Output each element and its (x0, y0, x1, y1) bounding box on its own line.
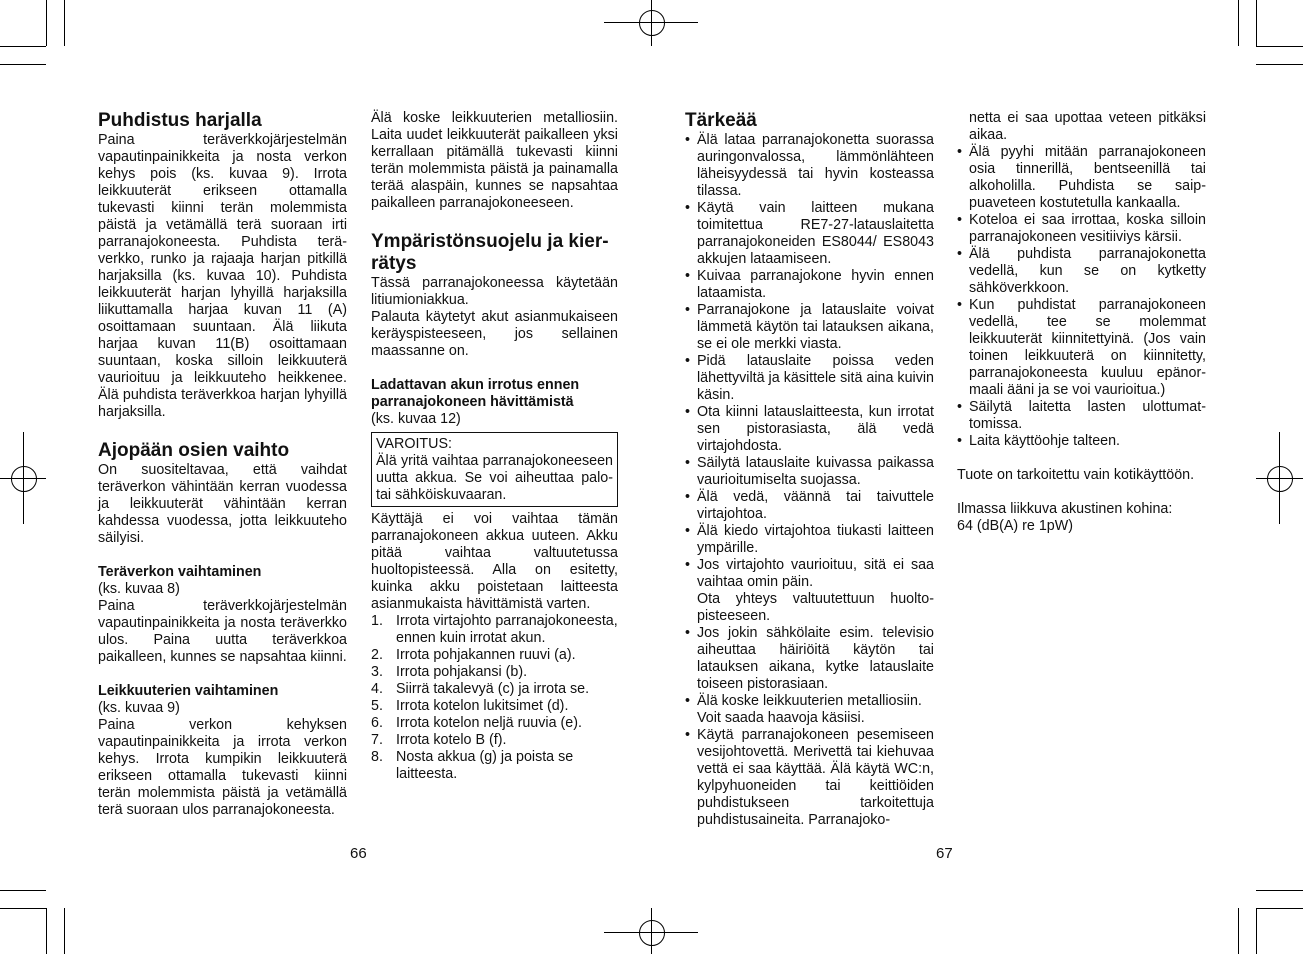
paragraph-ymparisto-2: Palauta käytetyt akut asianmukaiseen keräyspisteeseen, jos sellainen maassanne on. (371, 309, 618, 359)
column-3 (685, 110, 934, 829)
ref-teraverkon: (ks. kuvaa 8) (98, 581, 180, 597)
paragraph-leikkuuterien: Paina verkon kehyksen vapautinpainikkeita ja irrota verkon kehys. Irrota kumpikin leikkuuterä erikseen ottamalla tukevasti kiinni terän molemmista päistä ja vetämällä terä suoraan ulos parranajokoneesta. (98, 717, 347, 818)
column-2 (371, 110, 618, 783)
warning-text: Älä yritä vaihtaa parranajokoneeseen uutta akkua. Se voi aiheuttaa palo- tai sähköiskuvaaran. (376, 453, 613, 503)
paragraph-teraverkon: Paina teräverkkojärjestelmän vapautinpainikkeita ja nosta teräverkko ulos. Paina uutta teräverkkoa paikalleen, kunnes se napsahtaa kiinni. (98, 598, 347, 665)
step-number: 1. (371, 613, 383, 629)
paragraph-melu-1: Ilmassa liikkuva akustinen kohina: (957, 501, 1173, 517)
step-number: 2. (371, 647, 383, 663)
list-item: • Käytä vain laitteen mukana toimitettua RE7-27-latauslaitetta parranajokoneiden ES8044/ ES8043 akkujen lataamiseen. (685, 200, 934, 268)
step-number: 3. (371, 664, 383, 680)
list-item: • Käytä parranajokoneen pesemiseen vesijohtovettä. Merivettä tai kiehuvaa vettä ei saa käyttää. Älä käytä WC:n, kylpyhuoneiden tai keittiöiden puhdistukseen tarkoitettuja puhdistusaineita. Parranajoko- (685, 727, 934, 829)
list-item: • Säilytä laitetta lasten ulottumattomissa. (957, 399, 1206, 433)
column-1 (98, 110, 347, 819)
list-item-note: Ota yhteys valtuutettuun huoltopisteeseen. (697, 591, 934, 624)
step-text: Irrota virtajohto parranajokoneesta, ennen kuin irrotat akun. (396, 613, 618, 646)
step-number: 6. (371, 715, 383, 731)
list-item: • Ota kiinni latauslaitteesta, kun irrotat sen pistorasiasta, älä vedä virtajohdosta. (685, 404, 934, 455)
paragraph-kayttaja: Käyttäjä ei voi vaihtaa tämän parranajokoneen akkua uuteen. Akku pitää vaihtaa valtuutetussa huoltopisteessä. Alla on esitetty, kuinka akku poistetaan laitteesta asianmukaista hävittämistä varten. (371, 511, 618, 612)
step-text: Irrota kotelon neljä ruuvia (e). (396, 715, 582, 731)
list-item: • Kuivaa parranajokone hyvin ennen lataamista. (685, 268, 934, 302)
list-item (371, 715, 618, 732)
heading-ymparisto: Ympäristönsuojelu ja kierrätys (371, 231, 609, 274)
list-item: • Jos jokin sähkölaite esim. televisio aiheuttaa häiriöitä käytön tai latauksen aikana, kytke latauslaite toiseen pistorasiaan. (685, 625, 934, 693)
step-number: 5. (371, 698, 383, 714)
heading-leikkuuterien: Leikkuuterien vaihtaminen (98, 683, 279, 699)
step-text: Nosta akkua (g) ja poista se laitteesta. (396, 749, 574, 782)
list-item (371, 749, 618, 783)
important-list-continued (957, 144, 1206, 450)
list-item (371, 664, 618, 681)
list-item: • Älä pyyhi mitään parranajokoneen osia tinnerillä, bentseenillä tai alkoholilla. Puhdista se saippuaveteen kostutetulla kankaalla. (957, 144, 1206, 212)
list-item-text: Älä koske leikkuuterien metalliosiin. (697, 693, 922, 709)
page-number-left: 66 (350, 845, 367, 862)
ref-ladattavan: (ks. kuvaa 12) (371, 411, 461, 427)
steps-list (371, 613, 618, 783)
step-text: Siirrä takalevyä (c) ja irrota se. (396, 681, 590, 697)
warning-box (371, 432, 618, 507)
paragraph-tuote: Tuote on tarkoitettu vain kotikäyttöön. (957, 467, 1195, 483)
heading-teraverkon: Teräverkon vaihtaminen (98, 564, 262, 580)
important-list (685, 132, 934, 829)
list-item (685, 557, 934, 625)
step-number: 4. (371, 681, 383, 697)
list-item: • Älä lataa parranajokonetta suorassa auringonvalossa, lämmönlähteen läheisyydessä tai hyvin kosteassa tilassa. (685, 132, 934, 200)
list-item: • Älä kiedo virtajohtoa tiukasti laitteen ympärille. (685, 523, 934, 557)
paragraph-intro: Älä koske leikkuuterien metalliosiin. Laita uudet leikkuuterät paikalleen yksi kerrallaan pitämällä tukevasti kiinni terän molemmista päistä ja painamalla terää alaspäin, kunnes se napsahtaa paikalleen parranajokoneeseen. (371, 110, 618, 211)
list-item: • Kun puhdistat parranajokoneen vedellä, tee se molemmat leikkuuterät kiinnitettyinä. (Jos vain toinen leikkuuterä on kiinnitetty, parranajokoneesta kuuluu epänormaali ääni ja se voi vaurioitua.) (957, 297, 1206, 399)
paragraph-continued: netta ei saa upottaa veteen pitkäksi aikaa. (969, 110, 1206, 143)
step-text: Irrota pohjakannen ruuvi (a). (396, 647, 576, 663)
list-item: • Älä vedä, väännä tai taivuttele virtajohtoa. (685, 489, 934, 523)
heading-tarkeaa: Tärkeää (685, 110, 757, 131)
list-item (685, 693, 934, 727)
list-item-note: Voit saada haavoja käsiisi. (697, 710, 865, 726)
list-item (371, 647, 618, 664)
list-item: • Säilytä latauslaite kuivassa paikassa vaurioitumiselta suojassa. (685, 455, 934, 489)
heading-puhdistus: Puhdistus harjalla (98, 110, 262, 131)
list-item: • Parranajokone ja latauslaite voivat lämmetä käytön tai latauksen aikana, se ei ole merkki viasta. (685, 302, 934, 353)
warning-title: VAROITUS: (376, 436, 452, 452)
list-item: • Laita käyttöohje talteen. (957, 433, 1206, 450)
step-text: Irrota pohjakansi (b). (396, 664, 528, 680)
column-4 (957, 110, 1206, 535)
paragraph-ajopaan: On suositeltavaa, että vaihdat teräverkon vähintään kerran vuodessa ja leikkuuterät vähintään kerran kahdessa vuodessa, jotta leikkuuteho säilyisi. (98, 462, 347, 546)
list-item: • Koteloa ei saa irrottaa, koska silloin parranajokoneen vesitiiviys kärsii. (957, 212, 1206, 246)
step-text: Irrota kotelon lukitsimet (d). (396, 698, 569, 714)
list-item (371, 681, 618, 698)
paragraph-melu-2: 64 (dB(A) re 1pW) (957, 518, 1073, 534)
list-item: • Älä puhdista parranajokonetta vedellä, kun se on kytketty sähköverkkoon. (957, 246, 1206, 297)
list-item (371, 732, 618, 749)
step-text: Irrota kotelo B (f). (396, 732, 507, 748)
page-number-right: 67 (936, 845, 953, 862)
step-number: 7. (371, 732, 383, 748)
list-item: • Pidä latauslaite poissa veden lähettyviltä ja käsittele sitä aina kuivin käsin. (685, 353, 934, 404)
ref-leikkuuterien: (ks. kuvaa 9) (98, 700, 180, 716)
list-item (371, 698, 618, 715)
list-item-text: Jos virtajohto vaurioituu, sitä ei saa vaihtaa omin päin. (697, 557, 934, 590)
heading-ladattavan: Ladattavan akun irrotus ennen parranajokoneen hävittämistä (371, 377, 580, 410)
step-number: 8. (371, 749, 383, 765)
paragraph-ymparisto-1: Tässä parranajokoneessa käytetään litiumioniakkua. (371, 275, 618, 308)
heading-ajopaan: Ajopään osien vaihto (98, 440, 290, 461)
list-item (371, 613, 618, 647)
paragraph-puhdistus: Paina teräverkkojärjestelmän vapautinpainikkeita ja nosta verkon kehys pois (ks. kuvaa 9). Irrota leikkuuterät erikseen ottamalla tukevasti kiinni terän molemmista päistä ja vetämällä terä suoraan irti parranajokoneesta. Puhdista teräverkko, runko ja rajaaja harjan pitkillä harjaksilla (ks. kuvaa 10). Puhdista leikkuuterät harjan lyhyillä harjaksilla liikuttamalla harjaa kuvan 11 (A) osoittamaan suuntaan. Älä liikuta harjaa kuvan 11(B) osoittamaan suuntaan, koska silloin leikkuuterä vaurioituu ja leikkuuteho heikkenee. Älä puhdista teräverkkoa harjan lyhyillä harjaksilla. (98, 132, 347, 420)
